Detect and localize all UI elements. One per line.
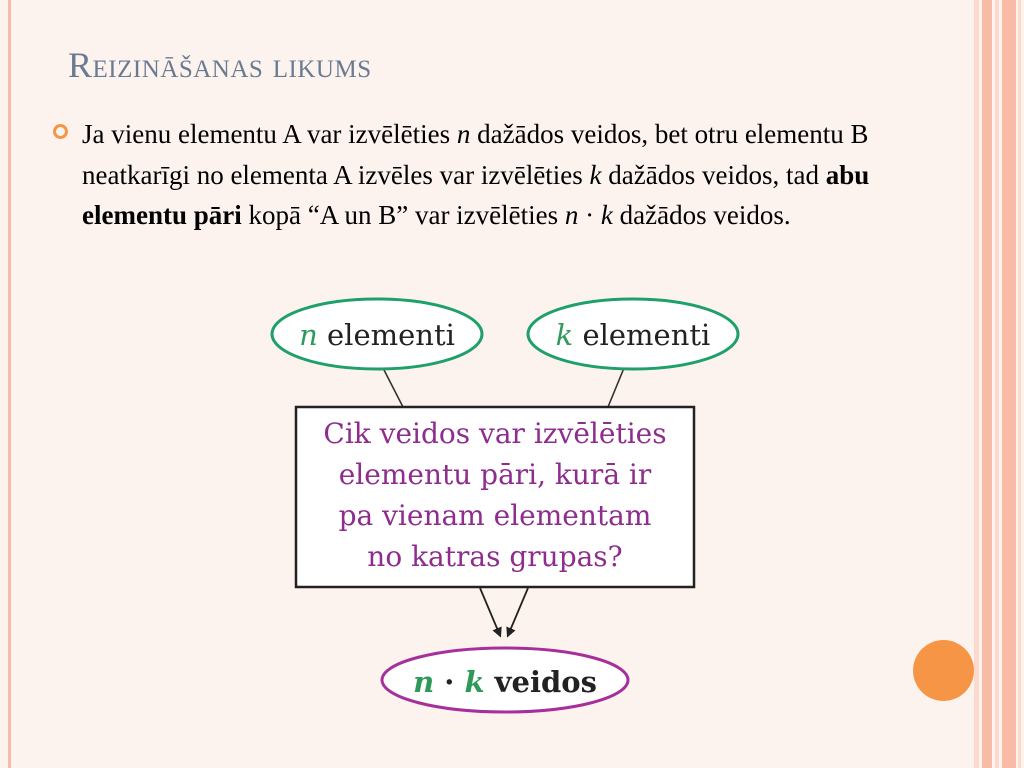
slide-title: Reizināšanas likums	[68, 45, 372, 85]
var-n: n	[564, 200, 579, 230]
var-k: k	[600, 200, 613, 230]
arrow-right	[509, 588, 528, 633]
connector-right	[608, 368, 624, 407]
bullet-text-part: dažādos veidos.	[612, 200, 791, 230]
bullet-text-part: kopā “A un B” var izvēlēties	[241, 200, 565, 230]
var-n: n	[456, 119, 471, 149]
question-line: elementu pāri, kurā ir	[338, 458, 652, 491]
multiply-dot: ·	[578, 200, 601, 230]
question-line: Cik veidos var izvēlēties	[323, 417, 667, 450]
question-line: pa vienam elementam	[338, 499, 652, 532]
k-elements-label: k elementi	[555, 318, 711, 352]
bullet-text-part: dažādos veidos, bet otru elementu B neatkarīgi no elementa A izvēles var izvēlēties	[82, 119, 869, 190]
bullet-text-part: Ja vienu elementu A var izvēlēties	[82, 119, 457, 149]
arrow-left	[480, 588, 499, 633]
result-label: n · k veidos	[413, 665, 597, 699]
n-elements-label: n elementi	[299, 318, 455, 352]
var-k: k	[589, 159, 602, 190]
question-line: no katras grupas?	[367, 540, 623, 573]
decorative-orange-circle	[913, 640, 974, 701]
connector-left	[383, 368, 403, 407]
bullet-text-part: dažādos veidos, tad	[601, 159, 826, 190]
bold-phrase: abu elementu pāri	[82, 159, 870, 230]
